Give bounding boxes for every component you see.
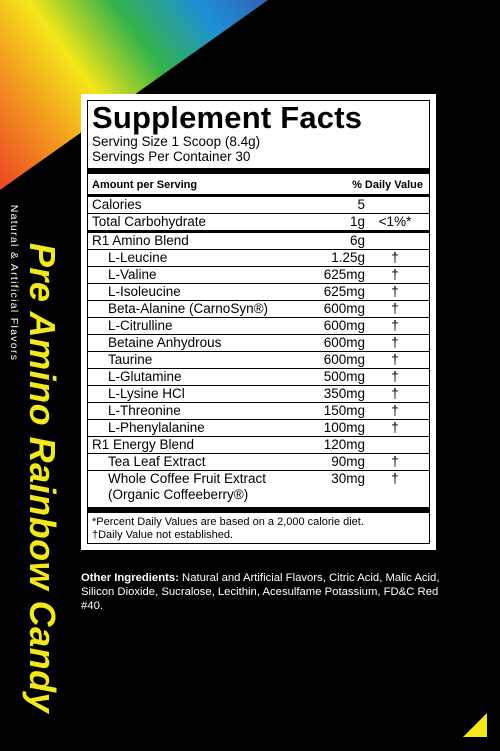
nutrient-dv: † xyxy=(391,318,399,333)
nutrient-amount: 90mg xyxy=(331,454,365,469)
table-row xyxy=(88,250,429,267)
nutrient-amount: 625mg xyxy=(323,267,365,282)
nutrient-amount: 600mg xyxy=(323,335,365,350)
table-row xyxy=(88,233,429,250)
nutrient-name: L-Threonine xyxy=(108,403,181,418)
nutrient-name: Calories xyxy=(92,197,142,212)
nutrient-name: Beta-Alanine (CarnoSyn®) xyxy=(108,301,269,316)
nutrient-name: L-Citrulline xyxy=(108,318,173,333)
nutrient-dv: † xyxy=(391,250,399,265)
nutrient-dv: † xyxy=(391,454,399,469)
nutrient-dv: † xyxy=(391,369,399,384)
nutrient-dv: † xyxy=(391,335,399,350)
other-ingredients-label: Other Ingredients: xyxy=(81,572,179,584)
nutrient-name: L-Lysine HCl xyxy=(108,386,185,401)
nutrient-amount: 600mg xyxy=(323,318,365,333)
nutrient-amount: 600mg xyxy=(323,352,365,367)
nutrient-dv: † xyxy=(391,267,399,282)
nutrient-dv: <1%* xyxy=(378,214,412,229)
nutrient-name: L-Glutamine xyxy=(108,369,182,384)
other-ingredients-text: Natural and Artificial Flavors, Citric Acid, Malic Acid, Silicon Dioxide, Sucralose, Lecithin, Acesulfame Potassium, FD&C Red #40. xyxy=(81,572,440,612)
nutrient-name: Whole Coffee Fruit Extract xyxy=(108,471,267,486)
nutrient-name: R1 Energy Blend xyxy=(92,437,195,452)
nutrient-amount: 30mg xyxy=(331,471,365,486)
dv-header: % Daily Value xyxy=(352,179,423,191)
nutrient-name: L-Phenylalanine xyxy=(108,420,205,435)
nutrient-amount: 625mg xyxy=(323,284,365,299)
nutrient-amount: 120mg xyxy=(323,437,365,452)
nutrient-amount: 350mg xyxy=(323,386,365,401)
nutrient-name: Betaine Anhydrous xyxy=(108,335,222,350)
nutrient-amount: 1g xyxy=(349,214,365,229)
nutrient-dv: † xyxy=(391,284,399,299)
supplement-facts-inner xyxy=(87,100,430,544)
table-row xyxy=(88,420,429,437)
carbohydrate-row xyxy=(88,214,429,230)
calories-row xyxy=(88,197,429,214)
nutrient-dv: † xyxy=(391,471,399,486)
table-row xyxy=(88,301,429,318)
nutrient-dv: † xyxy=(391,420,399,435)
nutrient-name-sub: (Organic Coffeeberry®) xyxy=(108,487,249,502)
nutrient-name: R1 Amino Blend xyxy=(92,233,189,248)
nutrient-amount: 100mg xyxy=(323,420,365,435)
table-row xyxy=(88,369,429,386)
nutrient-amount: 150mg xyxy=(323,403,365,418)
nutrient-name: Total Carbohydrate xyxy=(92,214,207,229)
table-row xyxy=(88,318,429,335)
serving-size: Serving Size 1 Scoop (8.4g) xyxy=(92,134,261,149)
table-row xyxy=(88,335,429,352)
nutrient-name: L-Isoleucine xyxy=(108,284,181,299)
footnote-dagger: †Daily Value not established. xyxy=(92,529,234,541)
corner-triangle-graphic xyxy=(463,713,487,737)
nutrient-amount: 600mg xyxy=(323,301,365,316)
table-row xyxy=(88,352,429,369)
nutrient-name: Taurine xyxy=(108,352,153,367)
nutrient-dv: † xyxy=(391,403,399,418)
table-row xyxy=(88,403,429,420)
table-row xyxy=(88,284,429,301)
other-ingredients xyxy=(81,571,441,613)
amount-header: Amount per Serving xyxy=(92,179,198,191)
ingredient-rows xyxy=(92,233,425,471)
nutrient-dv xyxy=(365,233,425,249)
nutrient-amount: 6g xyxy=(349,233,365,248)
nutrient-name: L-Leucine xyxy=(108,250,168,265)
nutrient-amount: 1.25g xyxy=(331,250,365,265)
nutrient-amount: 500mg xyxy=(323,369,365,384)
nutrient-amount: 5 xyxy=(357,197,365,212)
nutrient-name: Tea Leaf Extract xyxy=(108,454,206,469)
nutrient-dv: † xyxy=(391,352,399,367)
table-row xyxy=(88,437,429,454)
footnote-percent: *Percent Daily Values are based on a 2,000 calorie diet. xyxy=(92,516,364,528)
nutrient-dv: † xyxy=(391,301,399,316)
nutrient-dv: † xyxy=(391,386,399,401)
table-row xyxy=(88,267,429,284)
table-row xyxy=(88,386,429,403)
servings-per-container: Servings Per Container 30 xyxy=(92,149,251,164)
table-row xyxy=(88,454,429,471)
panel-title: Supplement Facts xyxy=(92,100,363,135)
divider-thick xyxy=(88,507,429,513)
table-row xyxy=(88,471,429,503)
supplement-facts-panel xyxy=(81,94,436,550)
divider-thick xyxy=(88,168,429,174)
nutrient-dv xyxy=(365,437,425,453)
column-header xyxy=(92,176,425,194)
nutrient-name: L-Valine xyxy=(108,267,157,282)
